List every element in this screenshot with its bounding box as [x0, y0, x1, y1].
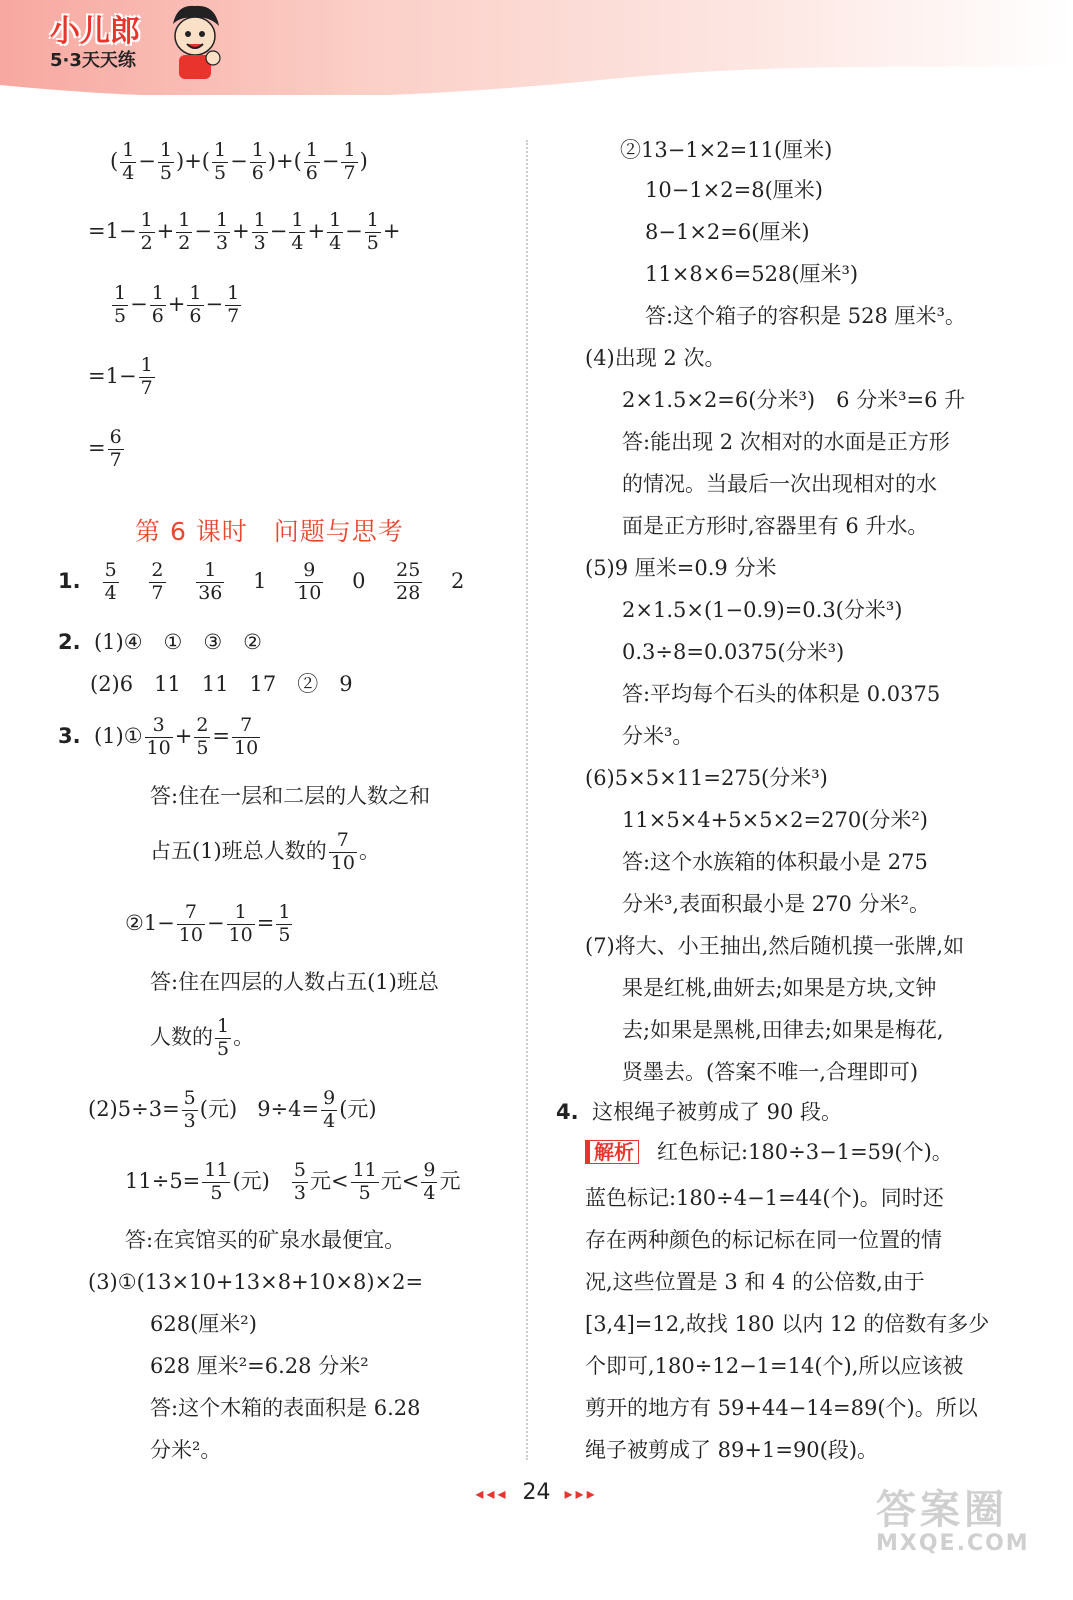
question-1: 1. $\frac{5}{4}$ $\frac{2}{7}$ $\frac{1}{36}$ 1 $\frac{9}{10}$ 0 $\frac{25}{28}$ 2: [58, 559, 465, 604]
analysis-line: 蓝色标记:180÷4−1=44(个)。同时还: [585, 1186, 944, 1210]
equation-line: (2)5÷3= $\frac{5}{3}$ (元) 9÷4= $\frac{9}{4}$ (元): [88, 1087, 377, 1132]
analysis-tag: 解析: [585, 1140, 639, 1164]
answer-line: 分米²。: [150, 1438, 222, 1462]
right-line: 答:平均每个石头的体积是 0.0375: [622, 682, 941, 706]
equation-line: (3)①(13×10+13×8+10×8)×2=: [88, 1270, 424, 1294]
equation-line: 11÷5= $\frac{11}{5}$ (元) $\frac{5}{3}$ 元< $\frac{11}{5}$ 元< $\frac{9}{4}$ 元: [125, 1159, 461, 1204]
right-line: (5)9 厘米=0.9 分米: [585, 556, 777, 580]
analysis-line: 绳子被剪成了 89+1=90(段)。: [585, 1438, 879, 1462]
mascot-icon: [165, 2, 225, 82]
right-line: 0.3÷8=0.0375(分米³): [622, 640, 845, 664]
right-line: 11×8×6=528(厘米³): [645, 262, 859, 286]
arrow-right-icon: ▸▸▸: [564, 1484, 598, 1503]
right-line: 答:这个箱子的容积是 528 厘米³。: [645, 304, 966, 328]
answer-line: 答:住在一层和二层的人数之和: [150, 784, 431, 808]
fraction: $\frac{1}{4}$: [122, 139, 135, 184]
column-divider: [526, 140, 528, 1460]
right-line: 11×5×4+5×5×2=270(分米²): [622, 808, 928, 832]
equation-line-1: ( $\frac{1}{4}$ − $\frac{1}{5}$ )+( $\frac{1}{5}$ − $\frac{1}{6}$ )+( $\frac{1}{6}$ − $\frac{1}{7}$ ): [110, 139, 368, 184]
watermark: 答案圈 MXQE.COM: [876, 1487, 1030, 1556]
right-line: 2×1.5×2=6(分米³) 6 分米³=6 升: [622, 388, 966, 412]
right-line: 8−1×2=6(厘米): [645, 220, 810, 244]
fraction: $\frac{1}{5}$: [159, 139, 172, 184]
question-4: 4. 这根绳子被剪成了 90 段。: [556, 1100, 843, 1124]
arrow-left-icon: ◂◂◂: [475, 1484, 509, 1503]
answer-line: 答:在宾馆买的矿泉水最便宜。: [125, 1228, 406, 1252]
page-number-text: 24: [522, 1480, 551, 1505]
analysis-line: [3,4]=12,故找 180 以内 12 的倍数有多少: [585, 1312, 990, 1336]
logo-main-text: 小儿郎: [50, 14, 140, 49]
fraction: $\frac{1}{6}$: [305, 139, 318, 184]
right-line: 分米³,表面积最小是 270 分米²。: [622, 892, 930, 916]
equation-line: 628(厘米²): [150, 1312, 257, 1336]
analysis-line: 个即可,180÷12−1=14(个),所以应该被: [585, 1354, 964, 1378]
right-line: 分米³。: [622, 724, 694, 748]
fraction: $\frac{1}{5}$: [213, 139, 227, 184]
analysis-line: 剪开的地方有 59+44−14=89(个)。所以: [585, 1396, 978, 1420]
answer-line: 占五(1)班总人数的 $\frac{7}{10}$ 。: [150, 829, 380, 874]
right-line: 答:这个水族箱的体积最小是 275: [622, 850, 928, 874]
answer-line: 答:这个木箱的表面积是 6.28: [150, 1396, 421, 1420]
equation-line-5: = $\frac{6}{7}$: [88, 426, 122, 471]
right-line: ②13−1×2=11(厘米): [620, 138, 833, 162]
right-line: (4)出现 2 次。: [585, 346, 726, 370]
right-line: 2×1.5×(1−0.9)=0.3(分米³): [622, 598, 903, 622]
section-title: 第 6 课时 问题与思考: [135, 517, 404, 546]
question-3-1: 3. (1)① $\frac{3}{10}$ + $\frac{2}{5}$ = $\frac{7}{10}$: [58, 714, 259, 759]
analysis-line: 况,这些位置是 3 和 4 的公倍数,由于: [585, 1270, 925, 1294]
analysis-line: 存在两种颜色的标记标在同一位置的情: [585, 1228, 942, 1252]
equation-line: ②1− $\frac{7}{10}$ − $\frac{1}{10}$ = $\frac{1}{5}$: [125, 901, 291, 946]
logo-sub-text: 5·3天天练: [50, 50, 136, 71]
header-wave: [0, 60, 1073, 110]
fraction: $\frac{1}{7}$: [343, 139, 356, 184]
answer-line: 答:住在四层的人数占五(1)班总: [150, 970, 439, 994]
right-line: 面是正方形时,容器里有 6 升水。: [622, 514, 929, 538]
right-line: 果是红桃,曲妍去;如果是方块,文钟: [622, 976, 937, 1000]
right-line: 答:能出现 2 次相对的水面是正方形: [622, 430, 950, 454]
right-line: (7)将大、小王抽出,然后随机摸一张牌,如: [585, 934, 965, 958]
right-line: 贤墨去。(答案不唯一,合理即可): [622, 1060, 919, 1084]
equation-line-2: =1− $\frac{1}{2}$ + $\frac{1}{2}$ − $\frac{1}{3}$ + $\frac{1}{3}$ − $\frac{1}{4}$ + $\frac{1}{4}$ − $\frac{1}{5}$ +: [88, 209, 401, 254]
answer-line: 人数的 $\frac{1}{5}$ 。: [150, 1015, 255, 1060]
right-line: 的情况。当最后一次出现相对的水: [622, 472, 937, 496]
brand-logo: [50, 6, 140, 72]
question-2-a: 2. (1)④ ① ③ ②: [58, 630, 263, 654]
right-line: 去;如果是黑桃,田律去;如果是梅花,: [622, 1018, 944, 1042]
equation-line-3: $\frac{1}{5}$ − $\frac{1}{6}$ + $\frac{1}{6}$ − $\frac{1}{7}$: [114, 282, 240, 327]
right-line: (6)5×5×11=275(分米³): [585, 766, 828, 790]
analysis-line: 解析 红色标记:180÷3−1=59(个)。: [585, 1140, 953, 1164]
equation-line-4: =1− $\frac{1}{7}$: [88, 354, 153, 399]
right-line: 10−1×2=8(厘米): [645, 178, 823, 202]
equation-line: 628 厘米²=6.28 分米²: [150, 1354, 369, 1378]
fraction: $\frac{1}{6}$: [251, 139, 264, 184]
question-2-b: (2)6 11 11 17 ② 9: [90, 672, 353, 696]
